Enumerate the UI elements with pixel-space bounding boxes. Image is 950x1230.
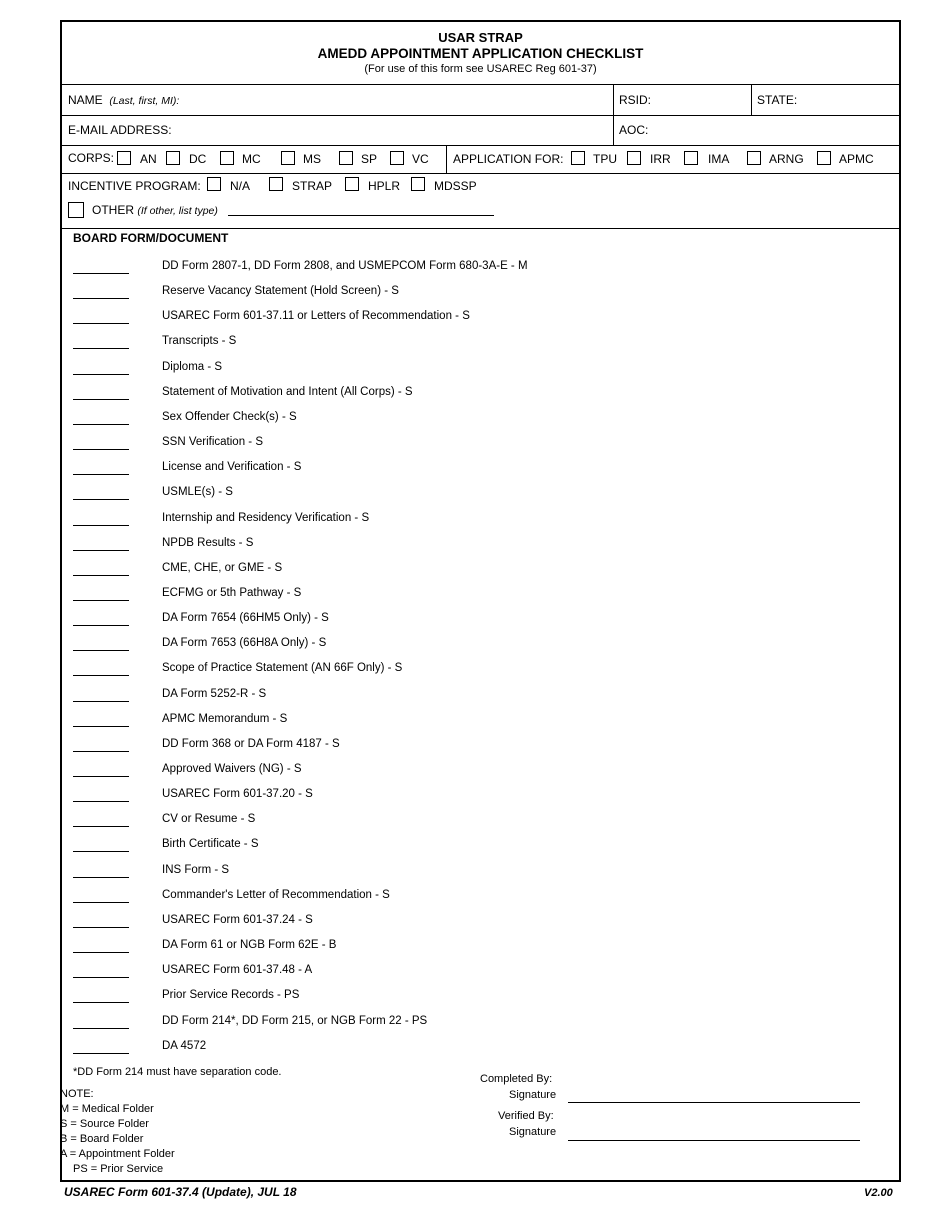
- item-check-blank[interactable]: [73, 323, 129, 324]
- name-row: [62, 84, 899, 116]
- item-check-blank[interactable]: [73, 424, 129, 425]
- item-check-blank[interactable]: [73, 499, 129, 500]
- corps-label: CORPS:: [68, 151, 115, 165]
- item-check-blank[interactable]: [73, 273, 129, 274]
- verified-signature-label: Signature: [509, 1126, 557, 1138]
- aoc-label: AOC:: [619, 123, 649, 137]
- item-check-blank[interactable]: [73, 902, 129, 903]
- board-item-label: Scope of Practice Statement (AN 66F Only) - S: [162, 662, 403, 675]
- item-check-blank[interactable]: [73, 1028, 129, 1029]
- app-ima-label: IMA: [708, 152, 730, 166]
- corps-dc-checkbox[interactable]: [166, 151, 180, 165]
- corps-an-label: AN: [140, 152, 157, 166]
- item-check-blank[interactable]: [73, 348, 129, 349]
- board-item-label: INS Form - S: [162, 863, 230, 876]
- board-item-label: License and Verification - S: [162, 461, 302, 474]
- board-item-label: Sex Offender Check(s) - S: [162, 410, 297, 423]
- checklist-form: [60, 20, 901, 1182]
- form-identifier: USAREC Form 601-37.4 (Update), JUL 18: [64, 1185, 297, 1199]
- item-check-blank[interactable]: [73, 1053, 129, 1054]
- corps-an-checkbox[interactable]: [117, 151, 131, 165]
- item-check-blank[interactable]: [73, 550, 129, 551]
- item-check-blank[interactable]: [73, 877, 129, 878]
- name-label: NAME (Last, first, MI):: [68, 93, 180, 107]
- note-line: PS = Prior Service: [73, 1163, 164, 1175]
- app-ima-checkbox[interactable]: [684, 151, 698, 165]
- rsid-label: RSID:: [619, 93, 652, 107]
- item-check-blank[interactable]: [73, 650, 129, 651]
- item-check-blank[interactable]: [73, 751, 129, 752]
- board-item-label: ECFMG or 5th Pathway - S: [162, 586, 302, 599]
- board-item-label: USAREC Form 601-37.20 - S: [162, 788, 313, 801]
- board-item-label: Diploma - S: [162, 360, 223, 373]
- item-check-blank[interactable]: [73, 801, 129, 802]
- email-row: [62, 115, 899, 146]
- board-item-label: APMC Memorandum - S: [162, 712, 288, 725]
- item-check-blank[interactable]: [73, 851, 129, 852]
- form-subtitle: AMEDD APPOINTMENT APPLICATION CHECKLIST: [317, 46, 644, 61]
- corps-row: [62, 145, 899, 174]
- board-item-label: DD Form 2807-1, DD Form 2808, and USMEPCOM Form 680-3A-E - M: [162, 260, 528, 272]
- board-item-label: DA Form 61 or NGB Form 62E - B: [162, 939, 337, 952]
- corps-mc-label: MC: [242, 152, 261, 166]
- form-version: V2.00: [864, 1187, 893, 1199]
- app-tpu-label: TPU: [593, 152, 617, 166]
- app-irr-checkbox[interactable]: [627, 151, 641, 165]
- board-item-label: SSN Verification - S: [162, 436, 263, 449]
- note-line: S = Source Folder: [60, 1118, 149, 1130]
- footnote: *DD Form 214 must have separation code.: [73, 1066, 282, 1078]
- note-line: A = Appointment Folder: [60, 1148, 175, 1160]
- item-check-blank[interactable]: [73, 726, 129, 727]
- item-check-blank[interactable]: [73, 927, 129, 928]
- board-item-label: Reserve Vacancy Statement (Hold Screen) - S: [162, 285, 399, 298]
- item-check-blank[interactable]: [73, 399, 129, 400]
- board-item-label: Prior Service Records - PS: [162, 989, 300, 1002]
- incentive-other-checkbox[interactable]: [68, 202, 84, 218]
- board-item-label: CV or Resume - S: [162, 813, 256, 826]
- item-check-blank[interactable]: [73, 474, 129, 475]
- item-check-blank[interactable]: [73, 675, 129, 676]
- board-item-label: DA Form 7653 (66H8A Only) - S: [162, 637, 327, 650]
- board-item-label: CME, CHE, or GME - S: [162, 561, 283, 574]
- item-check-blank[interactable]: [73, 701, 129, 702]
- item-check-blank[interactable]: [73, 575, 129, 576]
- item-check-blank[interactable]: [73, 449, 129, 450]
- board-item-label: Internship and Residency Verification - S: [162, 511, 370, 524]
- item-check-blank[interactable]: [73, 600, 129, 601]
- board-item-label: Commander's Letter of Recommendation - S: [162, 888, 390, 901]
- app-apmc-checkbox[interactable]: [817, 151, 831, 165]
- board-item-label: DA Form 7654 (66HM5 Only) - S: [162, 612, 329, 625]
- incentive-mdssp-checkbox[interactable]: [411, 177, 425, 191]
- app-arng-checkbox[interactable]: [747, 151, 761, 165]
- incentive-other-label: OTHER (If other, list type): [92, 203, 218, 217]
- note-line: B = Board Folder: [60, 1133, 144, 1145]
- app-tpu-checkbox[interactable]: [571, 151, 585, 165]
- board-item-label: USAREC Form 601-37.24 - S: [162, 913, 313, 926]
- board-item-label: Approved Waivers (NG) - S: [162, 763, 302, 775]
- board-item-label: DD Form 368 or DA Form 4187 - S: [162, 737, 340, 750]
- board-item-label: USAREC Form 601-37.11 or Letters of Recommendation - S: [162, 310, 470, 323]
- corps-vc-checkbox[interactable]: [390, 151, 404, 165]
- notes-title: NOTE:: [60, 1088, 94, 1100]
- app-apmc-label: APMC: [839, 152, 874, 166]
- form-reference-note: (For use of this form see USAREC Reg 601-37): [364, 63, 597, 75]
- incentive-row: [62, 173, 899, 229]
- incentive-hplr-checkbox[interactable]: [345, 177, 359, 191]
- item-check-blank[interactable]: [73, 977, 129, 978]
- incentive-hplr-label: HPLR: [368, 179, 401, 193]
- form-title: USAR STRAP: [438, 30, 523, 45]
- incentive-mdssp-label: MDSSP: [434, 179, 477, 193]
- item-check-blank[interactable]: [73, 826, 129, 827]
- corps-ms-checkbox[interactable]: [281, 151, 295, 165]
- incentive-label: INCENTIVE PROGRAM:: [68, 179, 201, 193]
- board-item-label: DD Form 214*, DD Form 215, or NGB Form 22 - PS: [162, 1014, 428, 1027]
- board-item-label: NPDB Results - S: [162, 536, 254, 549]
- corps-ms-label: MS: [303, 152, 321, 166]
- board-section-title: BOARD FORM/DOCUMENT: [73, 231, 229, 245]
- board-item-label: Transcripts - S: [162, 335, 237, 348]
- email-label: E-MAIL ADDRESS:: [68, 123, 172, 137]
- board-item-label: USAREC Form 601-37.48 - A: [162, 964, 313, 977]
- note-line: M = Medical Folder: [60, 1103, 154, 1115]
- item-check-blank[interactable]: [73, 525, 129, 526]
- corps-mc-checkbox[interactable]: [220, 151, 234, 165]
- state-label: STATE:: [757, 93, 798, 107]
- completed-signature-label: Signature: [509, 1089, 557, 1101]
- app-irr-label: IRR: [650, 152, 671, 166]
- completed-by-label: Completed By:: [480, 1073, 553, 1085]
- board-item-label: DA 4572: [162, 1039, 207, 1052]
- verified-signature-line[interactable]: [568, 1140, 860, 1141]
- board-item-label: Birth Certificate - S: [162, 838, 259, 851]
- form-header: [62, 22, 899, 85]
- corps-dc-label: DC: [189, 152, 207, 166]
- corps-sp-checkbox[interactable]: [339, 151, 353, 165]
- item-check-blank[interactable]: [73, 952, 129, 953]
- item-check-blank[interactable]: [73, 776, 129, 777]
- item-check-blank[interactable]: [73, 298, 129, 299]
- corps-sp-label: SP: [361, 152, 378, 166]
- item-check-blank[interactable]: [73, 374, 129, 375]
- incentive-strap-label: STRAP: [292, 179, 333, 193]
- app-arng-label: ARNG: [769, 152, 804, 166]
- incentive-na-label: N/A: [230, 179, 251, 193]
- verified-by-label: Verified By:: [498, 1110, 554, 1122]
- corps-vc-label: VC: [412, 152, 429, 166]
- incentive-other-line[interactable]: [228, 215, 494, 216]
- board-item-label: Statement of Motivation and Intent (All Corps) - S: [162, 385, 413, 398]
- board-item-label: USMLE(s) - S: [162, 486, 233, 499]
- incentive-na-checkbox[interactable]: [207, 177, 221, 191]
- completed-signature-line[interactable]: [568, 1102, 860, 1103]
- application-for-label: APPLICATION FOR:: [453, 152, 564, 166]
- item-check-blank[interactable]: [73, 625, 129, 626]
- board-item-label: DA Form 5252-R - S: [162, 687, 267, 700]
- item-check-blank[interactable]: [73, 1002, 129, 1003]
- incentive-strap-checkbox[interactable]: [269, 177, 283, 191]
